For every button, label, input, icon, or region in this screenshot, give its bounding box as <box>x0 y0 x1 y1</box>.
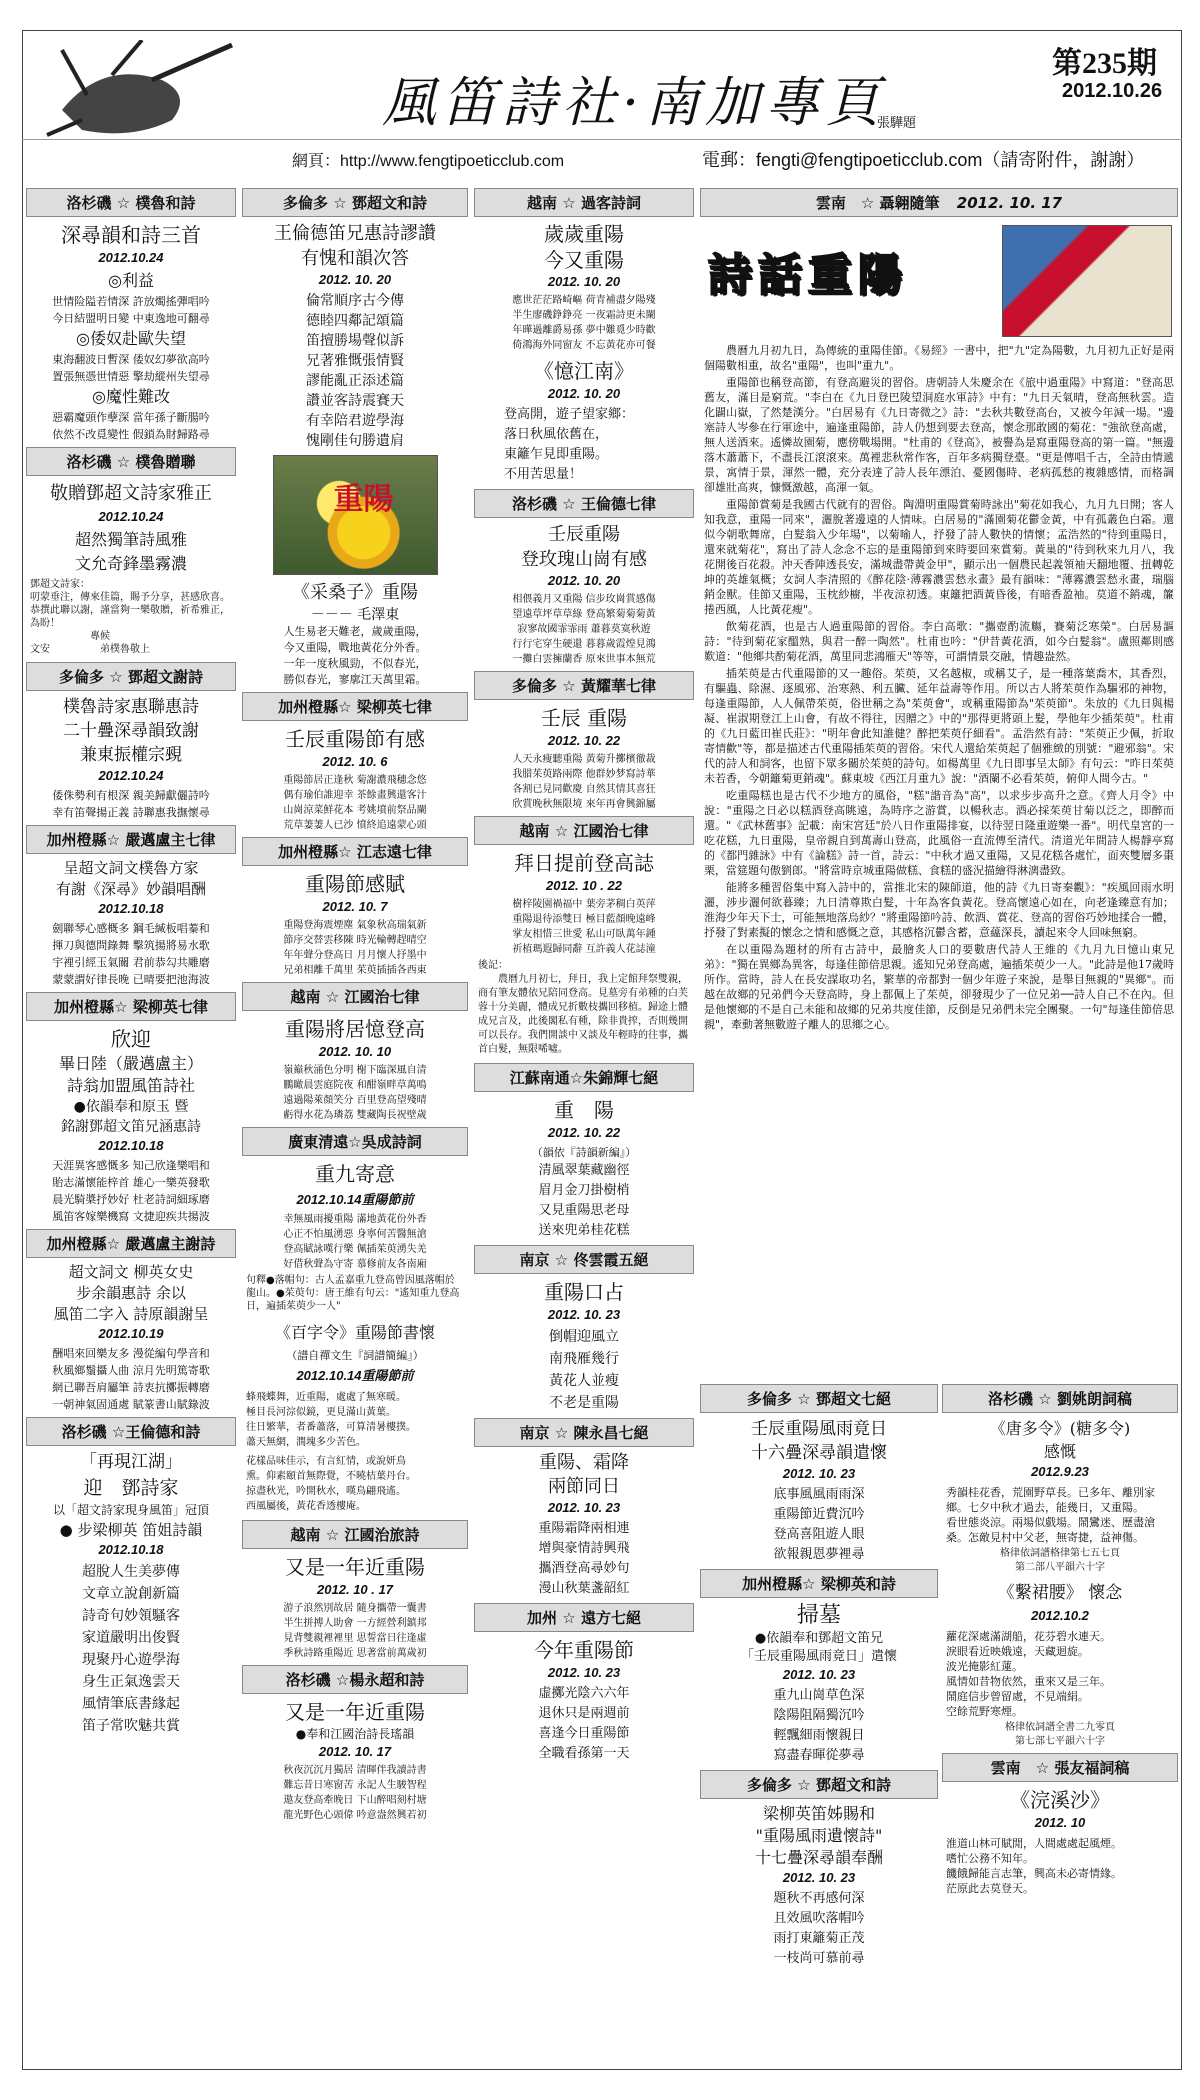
section-header-title: 雲南 ☆ 聶翱隨筆 <box>815 194 940 212</box>
poem-title: 樸魯詩家惠聯惠詩 二十疊深尋韻致謝 兼東振權宗覡 <box>63 697 199 765</box>
poem-date: 2012. 10. 23 <box>782 1466 856 1481</box>
poem-lines: 花樣品味佳示，有言紅情，或說妍鳥 熏。仰素頤首無際覺，不曉桔葉丹台。 掠盡秋光，吟開秋水，嘆鳥翩飛遙。 西風屬後，黃花香透樓庵。 <box>246 1456 416 1512</box>
poem-date: 2012. 10. 20 <box>547 274 621 289</box>
poem-title: 今年重陽節 <box>534 1638 634 1662</box>
section-header: 洛杉磯 ☆ 王倫德七律 <box>474 489 694 518</box>
poem-lines: 秀韻桂花香，荒園野草長。已多年、離別家鄉。七夕中秋才過去，能幾日，又重陽。 看世態炎涼。兩場似戲場。鬧鸞迷、歷盡滄桑。怎敵見村中父老，無寄捷，益神傷。 <box>946 1486 1155 1544</box>
scholar-painting-image <box>1002 225 1172 337</box>
section-header: 多倫多 ☆ 鄧超文和詩 <box>700 1770 938 1799</box>
section-header: 越南 ☆ 江國治七律 <box>242 982 468 1011</box>
poem-title: 拜日提前登高誌 <box>514 851 654 875</box>
poem-title: 敬贈鄧超文詩家雅正 <box>50 483 212 504</box>
poem-date: 2012. 10. 10 <box>318 1044 392 1059</box>
poem-date: 2012. 10. 7 <box>322 899 388 914</box>
poem-title: 壬辰重陽節有感 <box>285 727 425 751</box>
poem-title: 又是一年近重陽 <box>285 1700 425 1724</box>
section-header: 洛杉磯 ☆ 樸魯贈聯 <box>26 447 236 476</box>
poem-lines: 秋夜沉沉月獨居 清暉伴我讀詩書 難忘昔日寒窗苦 永記人生駿智程 遨友登高牽晚日 下山醉唱刻村塘 龍光野色心頭偉 吟意盎然興若初 <box>283 1765 427 1821</box>
meter-note: 格律依詞譜全書二九零頁 第七部七平韻六十字 <box>1005 1722 1115 1747</box>
poem-date: 2012. 10 . 22 <box>546 878 622 893</box>
poem-annotation: 句釋●落帽句：古人孟嘉重九登高曾因風落帽於龍山。●茱萸句：唐王維有句云："遙知重九登高日，遍插茱萸少一人" <box>246 1275 460 1312</box>
poem-subtitle: ◎魔性難改 <box>92 387 170 406</box>
poem-subtitle: ●依韻奉和原玉 暨 銘謝鄧超文笛兄涵惠詩 <box>61 1099 201 1135</box>
poem-date: 2012. 10. 23 <box>547 1307 621 1322</box>
poem-lines: 重陽霜降兩相連 增與豪情詩興飛 攜酒登高尋妙句 漫山秋葉盞韶紅 <box>538 1521 630 1596</box>
poem-lines: 虛擲光陰六六年 退休只是兩週前 喜逢今日重陽節 全職看孫第一天 <box>538 1686 630 1761</box>
poem-date: 2012.10.18 <box>98 1138 164 1153</box>
masthead-title: 風笛詩社·南加專頁 <box>382 71 886 134</box>
email-link[interactable]: 電郵：fengti@fengtipoeticclub.com（請寄附件，謝謝） <box>702 150 1145 170</box>
section-header <box>700 188 1178 217</box>
poem-lines: 清風翠葉藏幽徑 眉月金刀掛樹梢 又見重陽思老母 送來兜弟桂花糕 <box>538 1163 630 1238</box>
poem-author: －－－ 毛澤東 <box>310 607 400 623</box>
poem-lines: 重陽登海震煙塵 氣象秋高瑞氣新 節序交替雲移陳 時光輪轉趕晴空 年年聲分登高日 月月懷人抒墨中 兄弟相離千萬里 茱萸插插各西東 <box>283 920 427 976</box>
poem-subtitle: ● 步梁柳英 笛姐詩韻 <box>59 1521 203 1539</box>
poem-title: 《憶江南》 <box>534 359 634 383</box>
poem-lines: 酬唱來回樂友多 漫從編句學音和 秋風鄉鬚攝人曲 涼月先明篤寄歌 網已聯吾肩屬筆 詩衷抗擲振轉磨 一朝神氣固通處 賦篆書山賦錄波 <box>52 1347 210 1411</box>
poem-lines: 蜂飛蝶舞，近重陽，處處了無寒暖。 極目長河淙似鏡，更見滿山黃葉。 往日繁華，者番蕭落，可算清暑樓撲。 蕭天無網，潤塊多少苦色。 <box>246 1392 416 1448</box>
poem-title: 王倫德笛兄惠詩謬讚 有愧和韻次答 <box>274 223 436 269</box>
poem-title: 重陽將居憶登高 <box>285 1017 425 1041</box>
essay-paragraph: 能將多種習俗集中寫入詩中的，當推北宋的陳師道，他的詩《九日寄秦觀》："疾風回雨水明灑，涉步灑何欲暮臻；九日清尊欺白髮，十年為客負黃花。登高懷遠心如在，向老逢臻意有加；淮海少年天下士，可能無地落烏紗？"將重陽節吟詩、飲酒、賞花、登高的習俗巧妙地揉合一體，抒發了對素擬的懷念之情和感慨之意，其感格沉鬱含蓄，意蘊深長，讀起來令人回味無窮。 <box>704 881 1174 939</box>
section-header: 洛杉磯 ☆ 劉姚朗詞稿 <box>942 1384 1178 1413</box>
poem-title: 《采桑子》重陽 <box>292 582 418 603</box>
poem-date: 2012.10.2 <box>1031 1608 1089 1623</box>
poem-title: 「再現江湖」 <box>80 1452 182 1472</box>
poem-lines: 惡霸魔頭作孽深 當年孫子斷腸吟 依然不改覓變性 假鎖為財歸路尋 <box>52 411 210 441</box>
poem-title: 又是一年近重陽 <box>285 1555 425 1579</box>
poem-date: 2012.10.18 <box>98 1542 164 1557</box>
poem-date: 2012.10.24 <box>98 250 164 265</box>
section-header: 越南 ☆ 江國治旅詩 <box>242 1520 468 1549</box>
poem-date: 2012.10.18 <box>98 901 164 916</box>
poem-date: 2012.10.19 <box>98 1326 164 1341</box>
poem-date: 2012. 10. 23 <box>547 1500 621 1515</box>
section-header: 加州橙縣☆ 梁柳英和詩 <box>700 1569 938 1598</box>
poem-lines: 天涯異客感慨多 知己欣逢樂唱和 貽志滿懷能梓首 雄心一樂英發歌 晨光騎槳抒妙好 杜老詩詞細琢磨 風笛客嫁樂機寫 文捷迎疾共揚波 <box>52 1159 210 1223</box>
poem-subtitle: ●依韻奉和鄧超文笛兄 「壬辰重陽風雨竟日」遣懷 <box>740 1631 897 1664</box>
section-header: 加州橙縣☆ 江志遠七律 <box>242 837 468 866</box>
poem-subtitle: ◎倭奴赴歐失望 <box>76 329 186 348</box>
poem-date: 2012.10.24 <box>98 768 164 783</box>
poem-title: 《浣溪沙》 <box>1010 1788 1110 1812</box>
poem-lines: 倫常順序古今傳 德睦四鄰記頌篇 笛擅勝場聲似訴 兄著雅慨張情賢 謬能亂正添述篇 讚並客詩震賽天 有幸陪君遊學海 愧剛佳句勝遺肩 <box>306 293 404 449</box>
essay-paragraph: 重陽節也稱登高節，有登高避災的習俗。唐朝詩人朱慶余在《旅中過重陽》中寫道："登高思舊友，滿目是窮荒。"李白在《九日登巴陵望洞庭水軍詩》中有："九日天氣晴，登高無秋雲。造化闢山嶽，了然楚漢分。"白居易有《九日寄微之》詩："去秋共數登高台，又被今年減一場。"邊塞詩人岑參在行軍途中，遍逢重陽節，詩人仍想到要去登高，懷念那敢國的菊花："強欲登高處，無人送酒來。遙憐故園菊，應傍戰場開。"杜甫的《登高》，被譽為是寫重陽登高的第一篇。"無邊落木蕭蕭下，不盡長江滾滾來。萬裡悲秋常作客，百年多病獨登臺。"更是傳唱千古，全詩由情遞景，寓情于景，渾然一體，充分表達了詩人長年漂泊、憂國傷時、老病孤愁的複雜感情，而格調卻雄壯高爽，慷慨激越，高渾一氣。 <box>704 376 1174 494</box>
poem-date: 2012. 10. 23 <box>782 1667 856 1682</box>
poem-title: 《唐多令》(糖多令) 感慨 <box>989 1419 1131 1461</box>
poem-date: 2012. 10. 20 <box>318 272 392 287</box>
poem-lines: 題秋不再感何深 且效風吹落帽吟 雨打東籬菊正茂 一枝尚可慕前尋 <box>773 1891 865 1966</box>
poem-date: 2012. 10. 23 <box>782 1870 856 1885</box>
poem-title: 重陽口占 <box>544 1280 624 1304</box>
poem-date: 2012. 10. 22 <box>547 733 621 748</box>
contact-bar <box>22 140 1182 174</box>
poem-date: 2012.9.23 <box>1031 1464 1089 1479</box>
section-header: 洛杉磯 ☆楊永超和詩 <box>242 1665 468 1694</box>
poem-lines: 倒帽迎風立 南飛雁幾行 黃花人並瘦 不老是重陽 <box>549 1329 619 1411</box>
poem-lines: 人生易老天難老，歲歲重陽， 今又重陽，戰地黃花分外香。 一年一度秋風勁，不似春光， 勝似春光，寥廓江天萬里霜。 <box>283 625 427 686</box>
essay-paragraph: 重陽節賞菊是我國古代就有的習俗。陶淵明重陽賞菊時詠出"菊花如我心，九月九日開；客人知我意，重陽一同來"，灑脫著邊遠的人情味。白居易的"滿園菊花鬱金黃，中有孤叢色白霜。還似今朝歌舞席，白髮翁入少年場"，以菊喻人，抒發了詩人數快的情懷；孟浩然的"待到重陽日，還來就菊花"，寫出了詩人念念不忘的是重陽節到來時要回來賞菊。黃巢的"待到秋來九月八，我花開後百花殺。沖天香陣透長安，滿城盡帶黃金甲"，顯示出一個農民起義領袖天翻地覆、扭轉乾坤的英雄氣概；女詞人李清照的《醉花陰·薄霧濃雲愁永畫》最有韻味："薄霧濃雲愁永畫，瑞腦銷金獸。佳節又重陽，玉枕紗櫥，半夜涼初透。東籬把酒黃昏後，有暗香盈袖。莫道不銷魂，簾捲西風，人比黃花瘦"。 <box>704 498 1174 616</box>
poem-title: 深尋韻和詩三首 <box>61 223 201 247</box>
column-1 <box>26 184 236 2064</box>
column-4 <box>700 184 1178 1374</box>
essay-paragraph: 吃重陽糕也是古代不少地方的風俗，"糕"諧音為"高"，以求步步高升之意。《齊人月令》中說："重陽之日必以糕酒登高眺遠，為時序之游賞，以暢秋志。酒必採茱萸甘菊以泛之，即醉而還。"《武林舊事》記載：南宋宮廷"於八日作重陽排宴，以待翌日隆重遊樂一番"。明代皇宮的一吃花糕，九日重陽，皇帝親自到萬壽山登高，此風俗一直流傳至清代。清道光年間詩人楊靜亭寫的《都門雜詠》中有《論糕》詩一首，詩云："中秋才過又重陽，又見花糕各處忙，面夾雙層多棗栗，當筵題句傲劉郎。"將當時京城重陽做糕、食糕的盛況描繪得淋漓盡致。 <box>704 789 1174 877</box>
section-header: 江蘇南通☆朱錦輝七絕 <box>474 1063 694 1092</box>
poem-lines: 世情险隘若情深 許放燭搖彈唱吟 今日結盟明日變 中東逸地可翻尋 <box>52 295 210 325</box>
poem-date: 2012. 10. 6 <box>322 754 388 769</box>
poem-subtitle: ◎利益 <box>108 271 154 290</box>
poem-date: 2012. 10. 22 <box>547 1125 621 1140</box>
section-header: 廣東清遠☆吳成詩詞 <box>242 1127 468 1156</box>
section-header: 越南 ☆ 過客詩詞 <box>474 188 694 217</box>
poem-date: 2012. 10 <box>1034 1815 1086 1830</box>
poem-date: 2012.10.14重陽節前 <box>296 1368 414 1383</box>
essay-paragraph: 在以重陽為題材的所有古詩中，最膾炙人口的要數唐代詩人王維的《九月九日憶山東兄弟》："獨在異鄉為異客，每逢佳節倍思親。遙知兄弟登高處，遍插茱萸少一人。"此詩是他17歲時所作。當時，詩人在長安謀取功名，繁華的帝都對一個少年遊子來說，是舉目無親的"異鄉"。而越在故鄉的兄弟們今天登高時，身上都佩上了茱萸，卻發現少了一位兄弟──詩人自己不在內。但是他懷鄉的不是自己未能和故鄉的兄弟共度佳節，反倒是兄弟們未完全團聚。一句"每逢佳節倍思親"，牽動著無數遊子離人的思鄉之心。 <box>704 943 1174 1031</box>
issue-date: 2012.10.26 <box>1062 80 1163 102</box>
essay-banner-title: 詩話重陽 <box>708 250 908 301</box>
postscript: 後記： 農曆九月初七，拜日，我上定館拜祭雙親，商有筆友體依兄陪同登高。見墓旁有弟種的白芙蓉十分美麗，體成兄折數枝攜回移植。歸途上體成兄言及，此後閣私有種，除非貴搾，否則幾開可以長存。我們開談中又談及年輕時的往事，攜首白髮，無限唏噓。 <box>478 960 688 1055</box>
bagpipe-logo-icon <box>42 40 242 140</box>
poem-title: 重陽、霜降 兩節同日 <box>539 1452 629 1497</box>
masthead-signature: 張驊題 <box>877 116 917 131</box>
essay-paragraph: 農曆九月初九日，為傳統的重陽佳節。《易經》一書中，把"九"定為陽數，九月初九正好是兩個陽數相重，故名"重陽"，也叫"重九"。 <box>704 344 1174 372</box>
poem-lines: 樹梓陵園禍福中 葉旁茅稠白英萍 重陽退待添雙日 極目藍顏晚遠峰 掌友相惜三世愛 私山可臥萬年鍾 祈植瑪遐歸同辭 互許義人花誌潼 <box>512 899 656 955</box>
couplet-line: 超然獨筆詩風雅 <box>74 530 187 549</box>
poem-date: 2012. 10. 23 <box>547 1665 621 1680</box>
poem-title: 梁柳英笛姊賜和 "重陽風雨遺懷詩" 十七疊深尋韻奉酬 <box>754 1804 883 1867</box>
section-header: 越南 ☆ 江國治七律 <box>474 816 694 845</box>
poem-title: 欣迎 <box>111 1027 151 1051</box>
essay-paragraph: 飲菊花酒，也是古人過重陽節的習俗。李白高歌："攜壺酌流觴，賽菊泛寒榮"。白居易謳詩："待到菊花家醞熟，與君一醉一陶然"。杜甫也吟："伊昔黃花酒，如今白髮翁"。盧照鄰則感歎道："他鄉共酌菊花酒，萬里同悲鴻雁天"等等，可謂情景交融，情趣盎然。 <box>704 620 1174 663</box>
poem-title: 超文詞文 柳英女史 步余韻惠詩 余以 風笛二字入 詩原韻謝呈 <box>53 1263 209 1323</box>
poem-date: 2012.10.24 <box>98 509 164 524</box>
poem-lines: 人天永瘦聽重陽 黃菊升擲檳徹裁 我腊茱萸路兩際 他群妙梦寫詩華 各割已見同歡慶 自然其情其喜狂 欣賞晚秋無限境 來年再會興錦屬 <box>512 754 656 810</box>
issue-number: 第235期 <box>1052 47 1157 80</box>
poem-date: 2012. 10. 20 <box>547 386 621 401</box>
poem-title: 畢日陸（嚴邁盧主） 詩翁加盟風笛詩社 <box>58 1054 203 1095</box>
poem-lines: 應世茫茫路崎嶇 荷青補盡夕陽殘 半生廖磯錚錚亮 一夜霜詩更未闌 年曄過離爵易孫 夢中難覓少時歡 倚鴻海外同窗友 不忘黃花亦可餐 <box>512 295 656 351</box>
poem-title: 呈超文詞文樸魯方家 有謝《深尋》妙韻唱酬 <box>55 859 206 898</box>
poem-subtitle: （韻依『詩韻新編』） <box>531 1146 637 1159</box>
column-2 <box>242 184 468 2064</box>
section-header: 加州橙縣☆ 梁柳英七律 <box>26 992 236 1021</box>
section-header: 南京 ☆ 陳永昌七絕 <box>474 1418 694 1447</box>
poem-title: 重九寄意 <box>315 1162 395 1186</box>
masthead <box>22 30 1182 140</box>
poem-lines: 劍聯琴心感概多 鋼毛緘板唱蓁和 揮刀與德問錄舞 擊筑揚將易水歌 宇裡引經玉氣關 君前恭勾共雕磨 蒙蒙謂好律長晚 已晴要把池海波 <box>52 922 210 986</box>
poem-title: 《百字令》重陽節書懷 <box>274 1323 435 1342</box>
section-header: 洛杉磯 ☆王倫德和詩 <box>26 1417 236 1446</box>
poem-title: 歲歲重陽 今又重陽 <box>544 222 624 272</box>
poem-lines: 超脫人生美夢傳 文章立說創新篇 詩奇句妙領騷客 家道嚴明出俊賢 現聚丹心遊學海 身生正氣逸雲天 風情筆底書緣起 笛子常吹魅共賞 <box>82 1564 180 1734</box>
section-header: 南京 ☆ 佟雲霞五絕 <box>474 1245 694 1274</box>
couplet-line: 文允奇鋒墨霧濃 <box>74 554 187 573</box>
poem-title: 迎 鄧詩家 <box>83 1477 179 1499</box>
letter-note: 鄧超文詩家： 叨蒙垂注，傳來佳篇，賜予分享，甚感欣喜。恭撰此聯以謝，謹當夠一樂敬贈，祈希雅正，為盼！ 專候 文安 弟樸魯敬上 <box>30 579 230 655</box>
poem-title: 壬辰重陽 登玫瑰山崗有感 <box>521 524 647 570</box>
column-3 <box>474 184 694 2064</box>
essay-banner <box>700 221 1178 341</box>
poem-date: 2012.10.14重陽節前 <box>296 1192 414 1207</box>
image-caption: 重陽 <box>333 482 394 517</box>
poem-lines: 幸無風雨擾重陽 滿地黃花份外香 心正不怕風湧惡 身寧何苦醫無滄 登高賦詠嘆行樂 佩插茱萸湧失羌 好借秋聲為守寄 慕修前友各南廂 <box>283 1214 427 1270</box>
poem-lines: 相偎義月又重陽 信步玫崗賞感傷 望遠草坪草草綠 登高繁菊菊菊黃 寂寥故國霏霏雨 蕭暮莫寞秋遊 行行宅穿生硬還 暮暮歲霞煌見鴻 一攤白雲擁蘭香 原來世事本無荒 <box>512 594 656 665</box>
poem-title: 重陽節感賦 <box>305 872 405 896</box>
section-header: 加州 ☆ 遠方七絕 <box>474 1603 694 1632</box>
section-header: 多倫多 ☆ 黃耀華七律 <box>474 671 694 700</box>
poem-subtitle: 以「超文詩家現身風笛」冠頂 <box>52 1503 209 1517</box>
section-header: 加州橙縣☆ 嚴邁盧主謝詩 <box>26 1229 236 1258</box>
poem-date: 2012. 10 . 17 <box>317 1582 393 1597</box>
section-header: 洛杉磯 ☆ 樸魯和詩 <box>26 188 236 217</box>
poem-title: 重 陽 <box>554 1098 614 1122</box>
poem-lines: 東海翻波日暫深 倭奴幻夢欲高吟 置張無憑世情惡 擎劫縱州失望尋 <box>52 353 210 383</box>
chrysanthemum-image <box>273 455 438 575</box>
poem-lines: 蘿花深處滿湖船，花芬碧水連天。 淚眼看近映娥遠，天藏迴旋。 波光掩影紅蓮。 風情如昔物依然，重來又是三年。 鬧庭信步曾留處，不見端絹。 空餘荒野寒煙。 <box>946 1630 1111 1718</box>
section-header-date: 2012. 10. 17 <box>956 194 1063 212</box>
poem-lines: 登高開，遊子望家鄉： 落日秋風依舊在， 東籬乍見即重陽。 不用苦思量！ <box>504 407 635 482</box>
poem-subtitle: （譜自禪文生『詞譜簡編』） <box>286 1349 424 1362</box>
poem-lines: 倭侏勢利有根深 親美歸獻儷詩吟 幸有笛聲揚正義 詩聯惠我撫懷尋 <box>52 789 210 819</box>
poem-lines: 重陽節居正逢秋 菊謝濃飛穗念悠 偶有瑜伯誰迎幸 茶餘畫興還客汁 山崗涼菜鮮花本 考姚墳前祭品闌 荒草萋萋人已沙 憤終追遠蒙心頭 <box>283 775 427 831</box>
lower-right-column <box>942 1380 1178 2060</box>
poem-lines: 淮道山林可賦閒，人間處處起風煙。 嗜忙公務不知年。 饑餓歸能言志筆，興高未必寄情緣。 茫原此去莫登天。 <box>946 1837 1122 1895</box>
essay-body <box>700 343 1178 1032</box>
poem-title: 掃墓 <box>796 1603 841 1628</box>
section-header: 加州橙縣☆ 嚴邁盧主七律 <box>26 825 236 854</box>
meter-note: 格律依詞譜格律第七五七頁 第二部八平韻六十字 <box>1000 1548 1120 1573</box>
poem-date: 2012. 10. 17 <box>318 1744 392 1759</box>
lower-left-column <box>700 1380 938 2060</box>
section-header: 多倫多 ☆ 鄧超文和詩 <box>242 188 468 217</box>
poem-lines: 底事風風雨雨深 重陽節近費沉吟 登高喜阻遊人眼 欲報親恩夢裡尋 <box>773 1487 865 1562</box>
poem-title: 壬辰重陽風雨竟日 十六疊深尋韻遣懷 <box>751 1419 887 1463</box>
poem-title: 《繫裙腰》 懷念 <box>997 1583 1123 1603</box>
section-header: 加州橙縣☆ 梁柳英七律 <box>242 692 468 721</box>
poem-subtitle: ●奉和江國治詩長瑤韻 <box>295 1727 415 1741</box>
poem-date: 2012. 10. 20 <box>547 573 621 588</box>
poem-title: 壬辰 重陽 <box>540 706 628 730</box>
poem-lines: 游子浪然別故居 隨身攜帶一囊書 半生拼搏人助會 一方經營利鎮邦 見背雙親裡裡里 思誓當日往逢虛 季秋詩路重陽近 思著當前萬歲初 <box>283 1603 427 1659</box>
essay-paragraph: 插茱萸是古代重陽節的又一趣俗。茱萸，又名越椒，或稱艾子，是一種落葉喬木，其香烈，有驅蟲、除濕、逐風邪、治寒熱、利五臟、延年益壽等作用。所以古人將茱萸作為驅邪的神物，每逢重陽節，人人佩帶茱萸，俗世稱之為"茱萸會"，或稱重陽節為"茱萸節"。朱放的《九日與楊凝、崔淑期登江上山會，有故不得往，因贈之》中的"那得更將頭上髮，學他年少插茱萸"。杜甫的《九日藍田崔氏莊》："明年會此知誰健？醉把茱萸仔細看"。孟浩然有詩："茱萸正少佩，折取寄情歡"等，都是描述古代重陽插茱萸的習俗。宋代人還給茱萸起了個雅緻的別號："避邪翁"。宋代的詩人和詞客，也留下眾多關於茱萸的詩句。如楊萬里《九日即事呈太師》有句云："昨日茱萸未若香，今朝籬菊更銷魂"。蘇東坡《西江月重九》說："酒闌不必看茱萸，俯仰人間今古。" <box>704 667 1174 785</box>
section-header: 雲南 ☆ 張友福詞稿 <box>942 1753 1178 1782</box>
website-link[interactable]: 網頁：http://www.fengtipoeticclub.com <box>292 153 565 170</box>
section-header: 多倫多 ☆ 鄧超文謝詩 <box>26 662 236 691</box>
poem-lines: 嶺巔秋涌色分明 榭下臨深風自清 鵬瞰晨雲庭院夜 和酣嶺畔草萬鳴 遠過陽萊顏笑分 百里登高望殘晴 虧得水花為璘荔 雙藏陶長祝壁歲 <box>283 1065 427 1121</box>
poem-lines: 重九山崗草色深 陰陽阻隔獨沉吟 輕飄細雨懷親日 寫盡春暉從夢尋 <box>773 1688 865 1763</box>
section-header: 多倫多 ☆ 鄧超文七絕 <box>700 1384 938 1413</box>
